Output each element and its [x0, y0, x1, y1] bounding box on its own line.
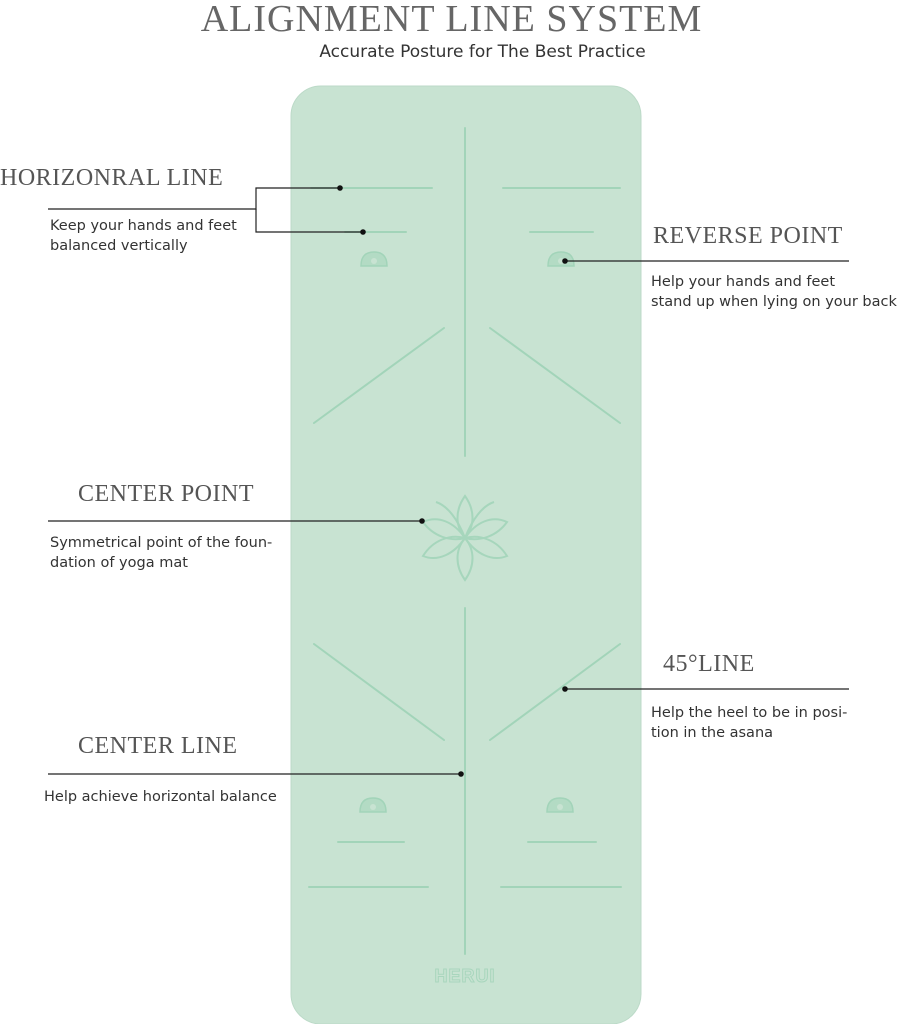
reverse-point-heading: REVERSE POINT [653, 223, 843, 249]
degree45-desc-1: Help the heel to be in posi- [651, 705, 848, 721]
center-point-desc-2: dation of yoga mat [50, 555, 188, 571]
horizontal-line-desc-2: balanced vertically [50, 238, 188, 254]
horizontal-line-desc-1: Keep your hands and feet [50, 218, 237, 234]
center-line-desc-1: Help achieve horizontal balance [44, 789, 277, 805]
center-point-desc-1: Symmetrical point of the foun- [50, 535, 273, 551]
center-point-heading: CENTER POINT [78, 481, 254, 507]
horizontal-line-heading: HORIZONRAL LINE [0, 165, 224, 191]
degree45-heading: 45°LINE [663, 651, 755, 677]
brand-logo: HERUI [434, 966, 496, 986]
page-subtitle: Accurate Posture for The Best Practice [319, 42, 646, 62]
degree45-desc-2: tion in the asana [651, 725, 774, 741]
page-title: ALIGNMENT LINE SYSTEM [200, 0, 703, 40]
center-line-heading: CENTER LINE [78, 733, 238, 759]
reverse-point-desc-2: stand up when lying on your back [651, 294, 897, 310]
reverse-point-desc-1: Help your hands and feet [651, 274, 836, 290]
